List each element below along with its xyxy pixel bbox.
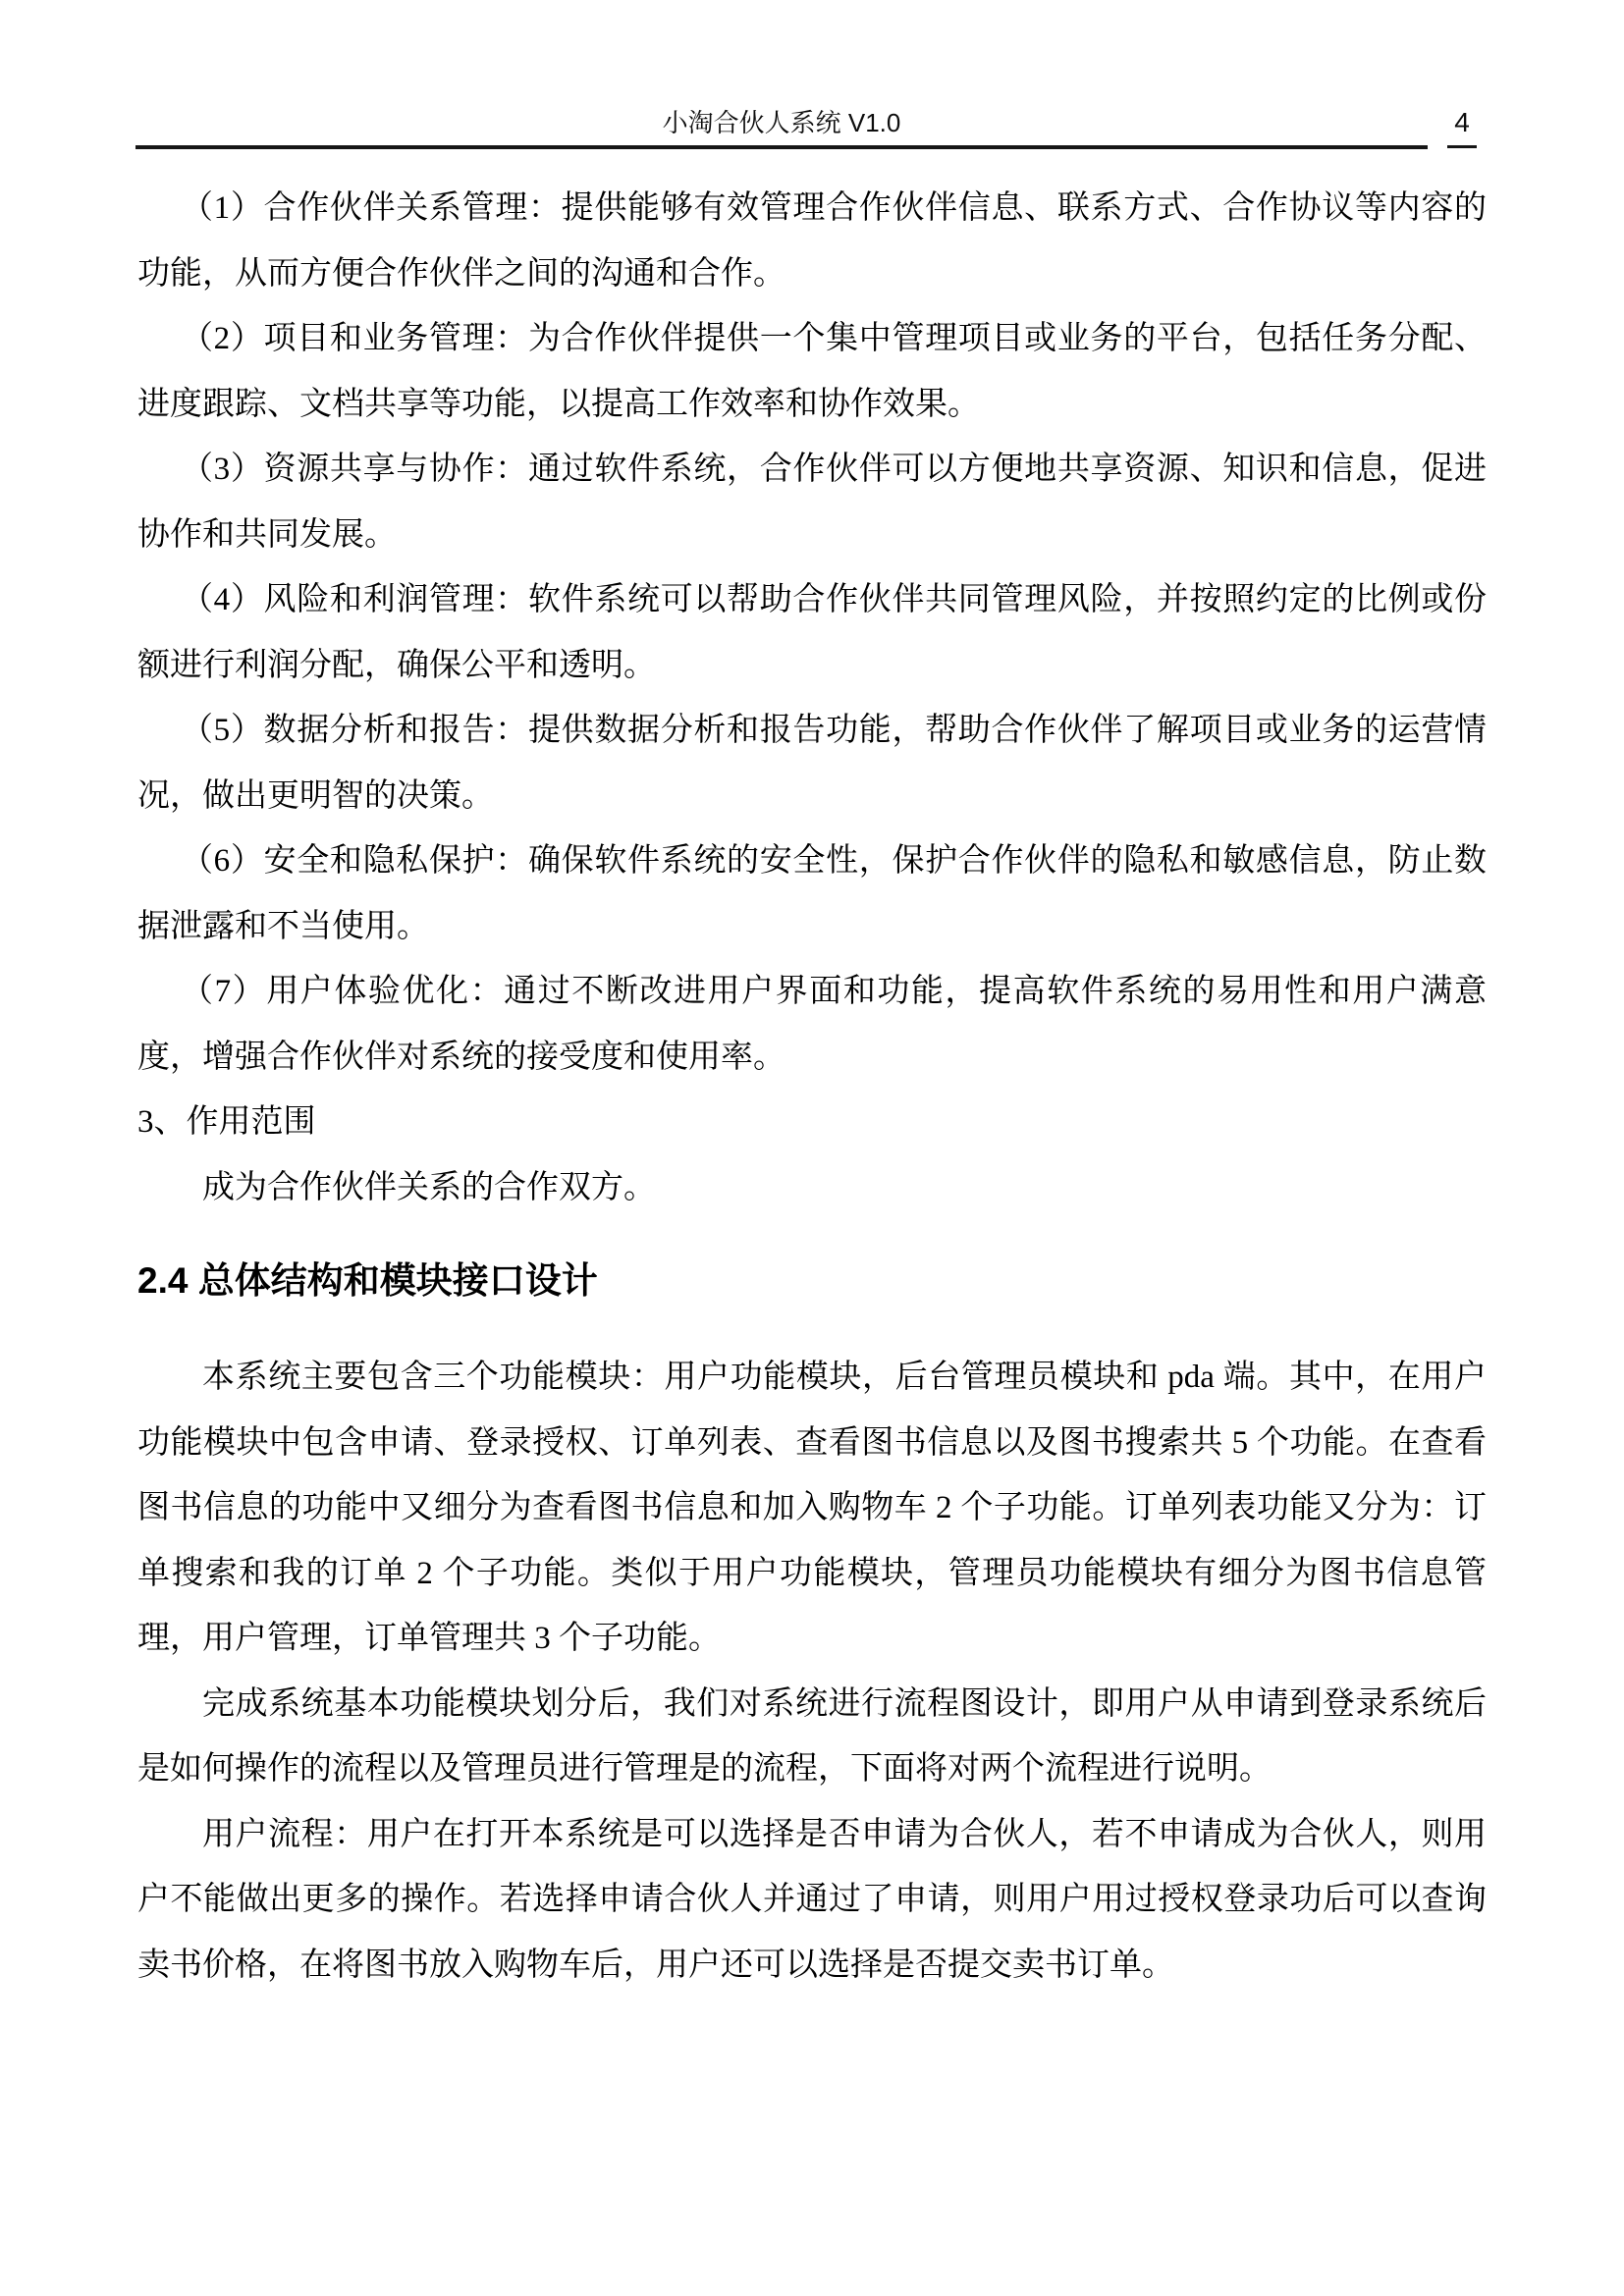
feature-item-5: （5）数据分析和报告：提供数据分析和报告功能，帮助合作伙伴了解项目或业务的运营情况，做出更明智的决策。 [137,713,1487,814]
section-heading: 2.4 总体结构和模块接口设计 [137,1260,598,1301]
feature-item-1: （1）合作伙伴关系管理：提供能够有效管理合作伙伴信息、联系方式、合作协议等内容的功能，从而方便合作伙伴之间的沟通和合作。 [137,190,1487,292]
feature-item-7: （7）用户体验优化：通过不断改进用户界面和功能，提高软件系统的易用性和用户满意度，增强合作伙伴对系统的接受度和使用率。 [137,974,1487,1075]
body-paragraph-flowchart: 完成系统基本功能模块划分后，我们对系统进行流程图设计，即用户从申请到登录系统后是如何操作的流程以及管理员进行管理是的流程，下面将对两个流程进行说明。 [137,1685,1487,1787]
header-title: 小淘合伙人系统 V1.0 [662,108,901,137]
document-body [137,176,1487,1998]
feature-item-3: （3）资源共享与协作：通过软件系统，合作伙伴可以方便地共享资源、知识和信息，促进协作和共同发展。 [137,452,1487,553]
page-header [135,104,1428,149]
body-paragraph-userflow: 用户流程：用户在打开本系统是可以选择是否申请为合伙人，若不申请成为合伙人，则用户不能做出更多的操作。若选择申请合伙人并通过了申请，则用户用过授权登录功后可以查询卖书价格，在将图书放入购物车后，用户还可以选择是否提交卖书订单。 [137,1816,1487,1983]
feature-item-4: （4）风险和利润管理：软件系统可以帮助合作伙伴共同管理风险，并按照约定的比例或份额进行利润分配，确保公平和透明。 [137,582,1487,683]
body-paragraph-modules: 本系统主要包含三个功能模块：用户功能模块，后台管理员模块和 pda 端。其中，在用户功能模块中包含申请、登录授权、订单列表、查看图书信息以及图书搜索共 5 个功能。在查看图书信息的功能中又细分为查看图书信息和加入购物车 2 个子功能。订单列表功能又分为：订单搜索和我的订单 2 个子功能。类似于用户功能模块，管理员功能模块有细分为图书信息管理，用户管理，订单管理共 3 个子功能。 [137,1360,1487,1656]
scope-heading: 3、作用范围 [137,1104,316,1140]
feature-item-2: （2）项目和业务管理：为合作伙伴提供一个集中管理项目或业务的平台，包括任务分配、进度跟踪、文档共享等功能，以提高工作效率和协作效果。 [137,321,1487,422]
scope-text: 成为合作伙伴关系的合作双方。 [202,1169,656,1205]
page-number: 4 [1447,108,1477,148]
feature-item-6: （6）安全和隐私保护：确保软件系统的安全性，保护合作伙伴的隐私和敏感信息，防止数据泄露和不当使用。 [137,843,1487,944]
